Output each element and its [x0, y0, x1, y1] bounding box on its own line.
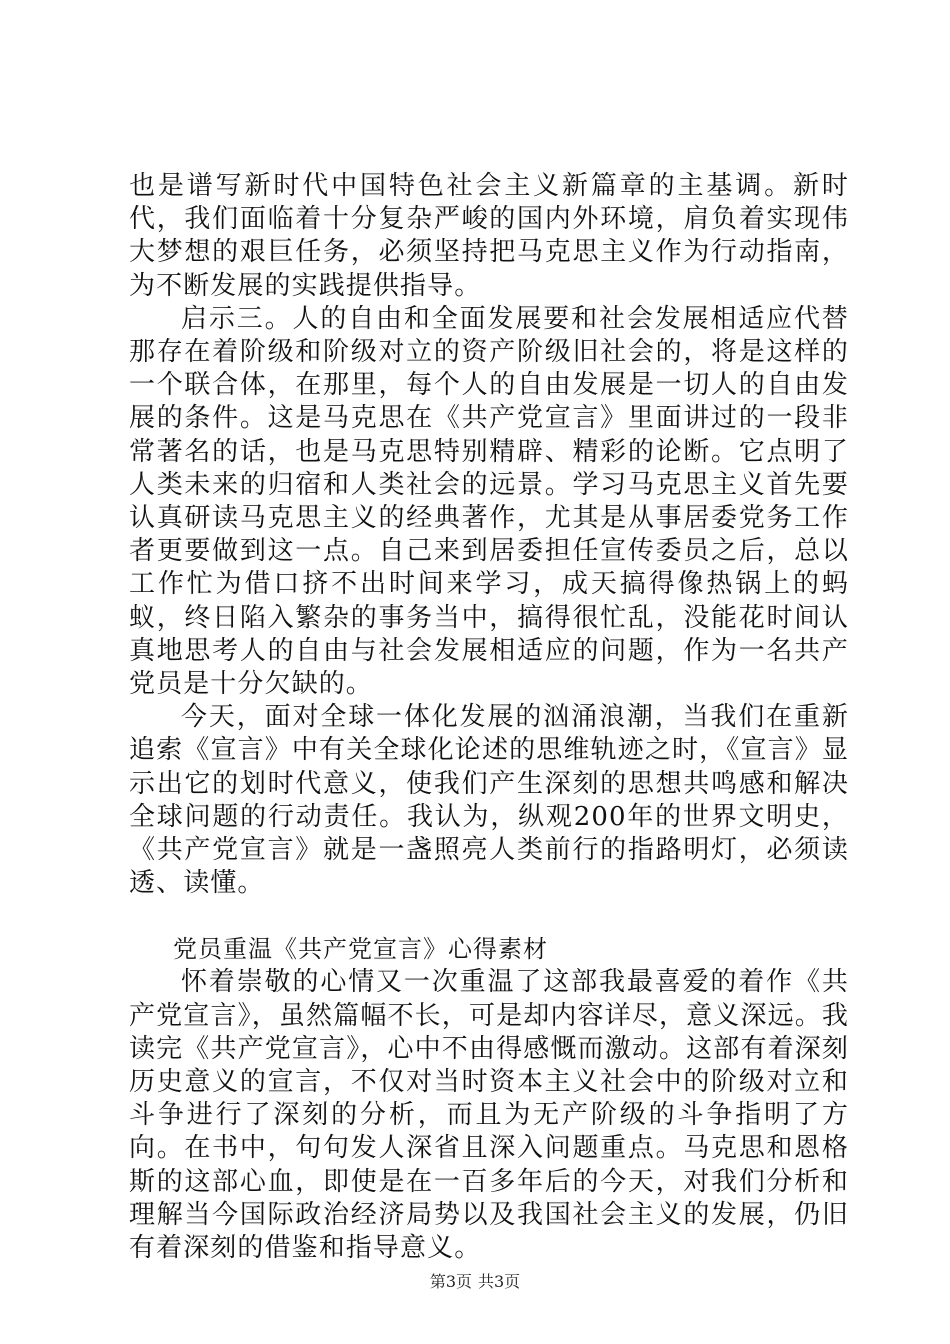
page-footer — [0, 1272, 950, 1292]
section-title: 党员重温《共产党宣言》心得素材 — [173, 935, 548, 964]
paragraph-spacer — [129, 900, 849, 933]
page-total: 共3页 — [478, 1272, 521, 1291]
paragraph-section-body: 怀着崇敬的心情又一次重温了这部我最喜爱的着作《共产党宣言》，虽然篇幅不长，可是却内容详尽，意义深远。我读完《共产党宣言》，心中不由得感慨而激动。这部有着深刻历史意义的宣言，不仅对当时资本主义社会中的阶级对立和斗争进行了深刻的分析，而且为无产阶级的斗争指明了方向。在书中，句句发人深省且深入问题重点。马克思和恩格斯的这部心血，即使是在一百多年后的今天，对我们分析和理解当今国际政治经济局势以及我国社会主义的发展，仍旧有着深刻的借鉴和指导意义。 — [129, 967, 849, 1264]
document-body — [129, 170, 849, 1265]
paragraph-today: 今天，面对全球一体化发展的汹涌浪潮，当我们在重新追索《宣言》中有关全球化论述的思维轨迹之时，《宣言》显示出它的划时代意义，使我们产生深刻的思想共鸣感和解决全球问题的行动责任。我认为，纵观200年的世界文明史，《共产党宣言》就是一盏照亮人类前行的指路明灯，必须读透、读懂。 — [129, 702, 849, 899]
paragraph-continuation: 也是谱写新时代中国特色社会主义新篇章的主基调。新时代，我们面临着十分复杂严峻的国内外环境，肩负着实现伟大梦想的艰巨任务，必须坚持把马克思主义作为行动指南，为不断发展的实践提供指导。 — [129, 171, 849, 301]
page-number: 第3页 — [429, 1272, 472, 1291]
paragraph-insight-three: 启示三。人的自由和全面发展要和社会发展相适应代替那存在着阶级和阶级对立的资产阶级旧社会的，将是这样的一个联合体，在那里，每个人的自由发展是一切人的自由发展的条件。这是马克思在《共产党宣言》里面讲过的一段非常著名的话，也是马克思特别精辟、精彩的论断。它点明了人类未来的归宿和人类社会的远景。学习马克思主义首先要认真研读马克思主义的经典著作，尤其是从事居委党务工作者更要做到这一点。自己来到居委担任宣传委员之后，总以工作忙为借口挤不出时间来学习，成天搞得像热锅上的蚂蚁，终日陷入繁杂的事务当中，搞得很忙乱，没能花时间认真地思考人的自由与社会发展相适应的问题，作为一名共产党员是十分欠缺的。 — [129, 303, 849, 700]
